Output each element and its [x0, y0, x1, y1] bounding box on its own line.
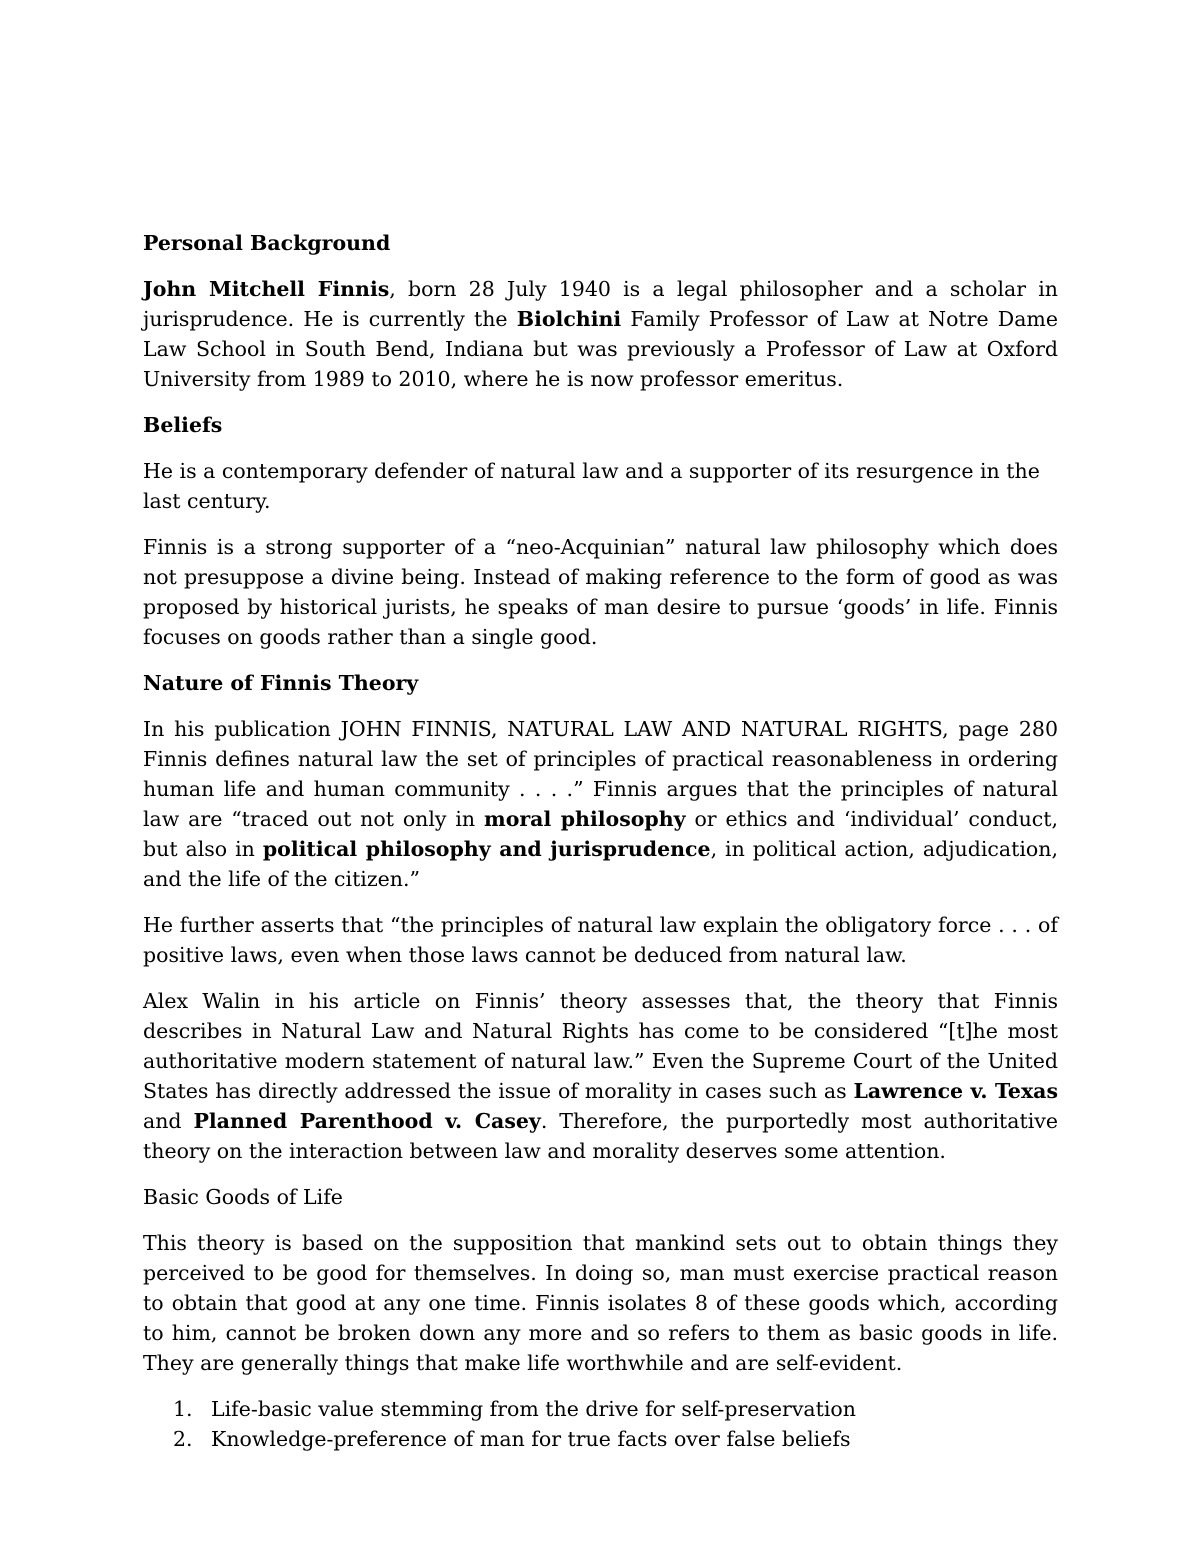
- list-item-number: 1.: [173, 1397, 193, 1421]
- paragraph-nature-3: [143, 986, 1058, 1166]
- bold-moral-philosophy: moral philosophy: [484, 807, 686, 831]
- paragraph-beliefs-1: He is a contemporary defender of natural law and a supporter of its resurgence in the last century.: [143, 459, 1040, 513]
- heading-beliefs: Beliefs: [143, 413, 223, 437]
- text-span: In his publication JOHN FINNIS, NATURAL LAW AND NATURAL RIGHTS, page 280 Finnis defines natural law the set of principles of practical reasonableness in ordering human life and human community . . . .” Finnis argues that the principles of natural law are “traced out not only in: [143, 717, 1058, 831]
- bold-planned-parenthood: Planned Parenthood v. Casey: [193, 1109, 541, 1133]
- text-span: , in political action, adjudication, and the life of the citizen.”: [143, 837, 1058, 891]
- list-item-text: Knowledge-preference of man for true facts over false beliefs: [211, 1427, 851, 1451]
- text-span: Family Professor of Law at Notre Dame Law School in South Bend, Indiana but was previously a Professor of Law at Oxford University from 1989 to 2010, where he is now professor emeritus.: [143, 307, 1058, 391]
- text-span: Alex Walin in his article on Finnis’ theory assesses that, the theory that Finnis describes in Natural Law and Natural Rights has come to be considered “[t]he most authoritative modern statement of natural law.” Even the Supreme Court of the United States has directly addressed the issue of morality in cases such as: [143, 989, 1058, 1103]
- text-span: and: [143, 1109, 194, 1133]
- text-span: . Therefore, the purportedly most authoritative theory on the interaction between law and morality deserves some attention.: [143, 1109, 1058, 1163]
- basic-goods-list: [143, 1394, 1058, 1454]
- paragraph-personal-background: [143, 274, 1058, 394]
- bold-political-philosophy: political philosophy and jurisprudence: [262, 837, 711, 861]
- heading-nature-of-theory: Nature of Finnis Theory: [143, 671, 419, 695]
- list-item-text: Life-basic value stemming from the drive for self-preservation: [211, 1397, 856, 1421]
- list-item-number: 2.: [173, 1427, 193, 1451]
- heading-basic-goods: Basic Goods of Life: [143, 1185, 343, 1209]
- paragraph-basic-goods: This theory is based on the supposition that mankind sets out to obtain things they perceived to be good for themselves. In doing so, man must exercise practical reason to obtain that good at any one time. Finnis isolates 8 of these goods which, according to him, cannot be broken down any more and so refers to them as basic goods in life. They are generally things that make life worthwhile and are self-evident.: [143, 1231, 1058, 1375]
- list-item: [143, 1424, 1058, 1454]
- bold-name: John Mitchell Finnis: [143, 277, 390, 301]
- list-item: [143, 1394, 1058, 1424]
- bold-lawrence-v-texas: Lawrence v. Texas: [853, 1079, 1058, 1103]
- paragraph-beliefs-2: Finnis is a strong supporter of a “neo-Acquinian” natural law philosophy which does not presuppose a divine being. Instead of making reference to the form of good as was proposed by historical jurists, he speaks of man desire to pursue ‘goods’ in life. Finnis focuses on goods rather than a single good.: [143, 535, 1058, 649]
- paragraph-nature-1: [143, 714, 1058, 894]
- text-span: , born 28 July 1940 is a legal philosopher and a scholar in jurisprudence. He is currently the: [143, 277, 1059, 331]
- document-page: [143, 228, 1058, 1454]
- heading-personal-background: Personal Background: [143, 231, 391, 255]
- text-span: or ethics and ‘individual’ conduct, but also in: [143, 807, 1059, 861]
- paragraph-nature-2: He further asserts that “the principles of natural law explain the obligatory force . . . of positive laws, even when those laws cannot be deduced from natural law.: [143, 913, 1058, 967]
- bold-biolchini: Biolchini: [516, 307, 622, 331]
